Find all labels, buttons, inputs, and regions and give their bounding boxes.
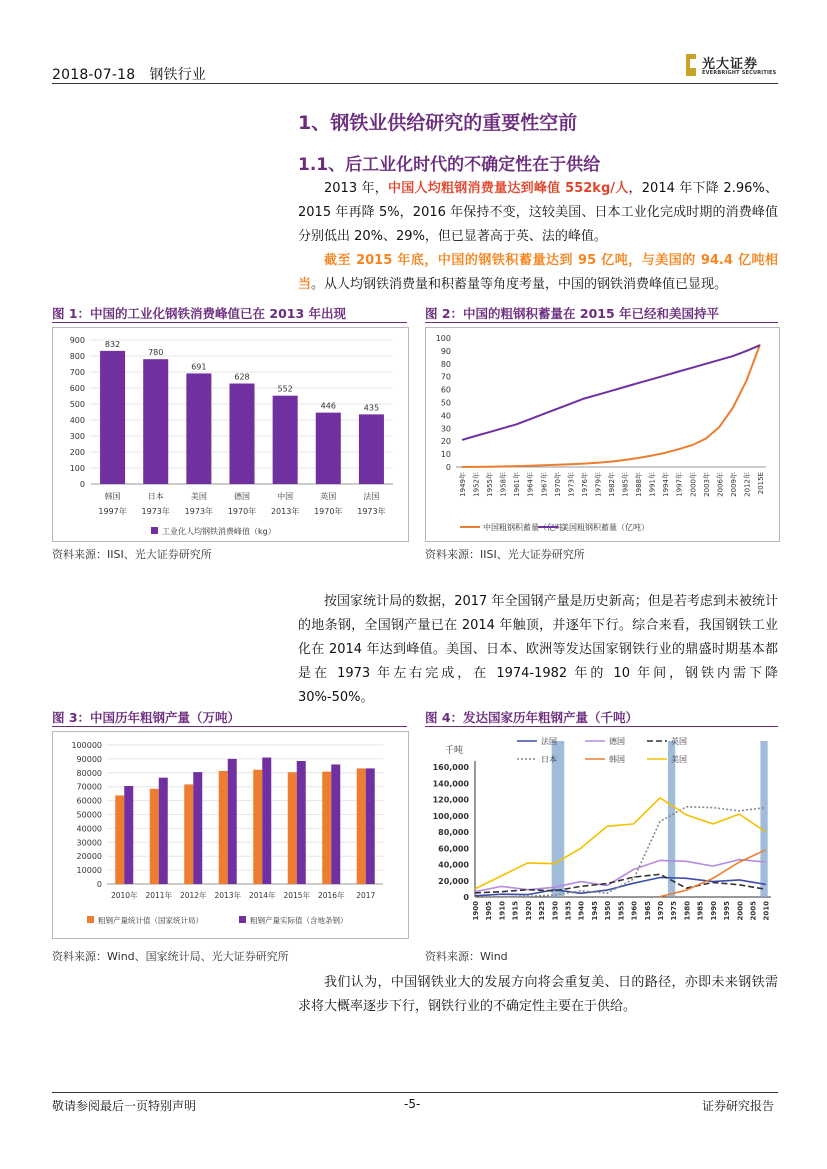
fig1-x-tick-year: 1970年 [314,507,343,516]
fig2-x-tick: 2000年 [689,472,698,497]
p1-lead: 2013 年， [324,181,388,196]
fig2-source: 资料来源：IISI、光大证券研究所 [425,548,585,561]
fig1-chart-box [52,327,409,542]
fig4-chart-box [425,731,778,941]
fig2-y-tick: 70 [440,372,451,382]
fig2-y-tick: 90 [440,346,451,356]
footer-disclaimer: 敬请参阅最后一页特别声明 [52,1099,197,1113]
fig3-y-tick: 20000 [76,852,102,862]
fig4-x-tick: 1980 [683,901,692,921]
fig2-x-tick: 1979年 [594,472,603,497]
fig4-x-tick: 1905 [485,901,494,921]
fig1-y-tick: 200 [69,448,85,457]
fig2-y-tick: 100 [435,334,451,343]
fig4-y-tick: 100,000 [432,811,469,821]
fig4-y-tick: 0 [463,893,469,902]
fig4-legend-label: 美国 [671,755,687,764]
fig1-x-tick: 韩国 [104,492,121,501]
fig4-line-韩国 [660,850,766,897]
fig4-x-tick: 1950 [604,901,613,921]
fig1-x-tick: 中国 [277,492,294,501]
fig2-y-tick: 40 [440,411,451,421]
fig1-bar [229,384,254,484]
fig3-bar-actual [331,764,340,884]
fig1-x-tick-year: 1973年 [184,507,214,516]
fig3-bar-stat [115,795,124,884]
fig3-bar-actual [124,786,133,884]
fig2-x-tick: 1949年 [459,472,467,497]
fig1-source: 资料来源：IISI、光大证券研究所 [52,548,212,561]
section-heading: 1、钢铁业供给研究的重要性空前 [298,112,578,134]
fig4-crisis-band [760,741,767,897]
fig4-legend-label: 韩国 [609,755,625,764]
fig2-y-tick: 60 [440,385,451,395]
header-rule [52,83,778,84]
fig4-legend-label: 英国 [671,737,687,746]
fig2-title: 图 2：中国的粗钢积蓄量在 2015 年已经和美国持平 [425,306,720,321]
fig2-line-china [462,345,760,468]
fig1-title: 图 1：中国的工业化钢铁消费峰值已在 2013 年出现 [52,306,347,321]
fig2-x-tick: 1994年 [662,472,671,497]
fig3-source: 资料来源：Wind、国家统计局、光大证券研究所 [52,950,289,963]
fig2-rule [425,322,778,323]
fig3-legend-swatch [239,916,246,923]
fig2-y-tick: 30 [440,424,451,434]
fig3-y-tick: 10000 [76,866,102,876]
p2-highlight: 截至 2015 年底，中国的钢铁积蓄量达到 95 亿吨，与美国的 94.4 亿吨相当 [298,253,778,292]
fig1-y-tick: 800 [69,352,85,361]
fig3-chart [53,732,408,938]
fig3-y-tick: 40000 [76,824,102,834]
footer-rule [52,1092,778,1093]
paragraph-4: 我们认为，中国钢铁业大的发展方向将会重复美、日的路径，亦即未来钢铁需求将大概率逐步下行，钢铁行业的不确定性主要在于供给。 [298,975,778,1014]
fig3-bar-actual [366,768,375,884]
fig4-x-tick: 2005 [749,901,758,921]
subsection-heading: 1.1、后工业化时代的不确定性在于供给 [298,155,601,175]
fig1-legend-label: 工业化人均钢铁消费峰值（kg） [162,527,276,536]
fig4-x-tick: 1945 [590,901,599,921]
fig3-x-tick: 2012年 [179,891,207,900]
fig4-x-tick: 1975 [670,901,679,921]
fig1-x-tick: 德国 [234,492,250,501]
fig3-x-tick: 2013年 [214,891,242,900]
fig3-title: 图 3：中国历年粗钢产量（万吨） [52,710,241,725]
fig2-x-tick: 2012年 [743,472,752,497]
fig1-data-label: 628 [234,372,250,382]
fig1-data-label: 435 [363,403,380,413]
fig4-x-tick: 2000 [736,901,745,921]
report-date-industry [52,64,206,84]
fig1-x-tick-year: 1973年 [141,507,170,516]
fig1-bar [100,351,125,484]
p1-rest: ，2014 年下降 2.96%、2015 年再降 5%，2016 年保持不变，这较美国、日本工业化完成时期的消费峰值分别低出 20%、29%，但已显著高于英、法的峰值。 [298,181,778,244]
fig1-bar [359,414,384,484]
fig3-x-tick: 2014年 [248,891,276,900]
fig4-x-tick: 1985 [696,901,705,921]
paragraph-3: 按国家统计局的数据，2017 年全国钢产量是历史新高；但是若考虑到未被统计的地条钢，全国钢产量已在 2014 年触顶，并逐年下行。综合来看，我国钢铁工业化在 2014 年达到峰值。美国、日本、欧洲等发达国家钢铁行业的鼎盛时期基本都是在 1973 年左右完成，在 1974-1982 年的 10 年间，钢铁内需下降 30%-50%。 [298,594,778,705]
fig3-x-tick: 2011年 [145,891,173,900]
fig4-y-tick: 140,000 [432,779,469,789]
fig2-y-tick: 0 [445,463,451,472]
fig4-y-tick: 80,000 [438,828,469,837]
fig2-x-tick: 2003年 [702,472,711,497]
fig1-data-label: 780 [148,348,164,358]
fig2-x-tick: 1991年 [648,472,657,497]
fig3-legend-label: 粗钢产量实际值（含地条钢） [250,916,348,925]
fig3-y-tick: 90000 [76,754,102,764]
paragraph-2 [298,249,778,297]
fig4-y-tick: 160,000 [432,763,469,772]
fig2-x-tick: 2006年 [716,472,725,497]
fig3-y-tick: 70000 [76,782,102,792]
fig4-x-tick: 1955 [617,901,626,921]
fig1-x-tick: 法国 [363,492,380,501]
p2-rest: 。从人均钢铁消费量和积蓄量等角度考量，中国的钢铁消费峰值已显现。 [311,277,728,292]
fig4-chart [425,731,778,941]
fig1-bar [273,396,298,484]
fig3-bar-actual [262,758,271,884]
fig1-x-tick-year: 1973年 [357,507,386,516]
fig2-legend-label: 中国粗钢积蓄量（亿吨） [483,523,571,532]
fig1-x-tick-year: 1997年 [98,507,127,516]
fig3-bar-stat [322,772,331,884]
fig1-y-tick: 100 [69,464,85,473]
fig4-y-tick: 120,000 [432,795,469,805]
fig1-x-tick: 美国 [190,492,207,501]
fig4-x-tick: 1935 [564,901,573,921]
fig2-x-tick: 1964年 [526,472,535,497]
fig2-y-tick: 80 [440,359,451,369]
fig4-x-tick: 1925 [538,901,547,921]
report-date: 2018-07-18 [52,67,136,83]
fig4-x-tick: 1965 [643,901,652,921]
fig3-y-tick: 60000 [76,796,102,806]
fig3-bar-stat [150,789,159,884]
fig3-y-tick: 0 [96,880,102,889]
fig1-y-tick: 400 [69,416,85,425]
fig3-x-tick: 2015年 [283,891,311,900]
fig1-bar [186,373,211,484]
fig2-x-tick: 1967年 [540,472,549,497]
fig4-x-tick: 1915 [511,901,520,921]
fig4-y-tick: 40,000 [438,860,469,870]
fig2-x-tick: 1976年 [580,472,589,497]
fig3-bar-stat [184,784,193,884]
fig2-x-tick: 1982年 [608,472,616,497]
fig2-chart [426,328,779,541]
fig3-bar-actual [297,761,306,884]
fig4-legend-label: 法国 [541,737,557,746]
fig3-bar-actual [159,778,168,884]
fig2-x-tick: 1988年 [635,472,644,497]
fig1-y-tick: 700 [69,368,85,377]
fig4-x-tick: 1900 [472,901,480,921]
industry-label: 钢铁行业 [149,67,207,83]
fig2-x-tick: 1970年 [553,472,562,497]
fig2-line-us [462,345,760,440]
fig4-x-tick: 1940 [577,901,586,921]
fig1-legend-swatch [151,527,158,534]
fig1-chart [53,328,408,541]
fig3-x-tick: 2010年 [110,891,138,900]
fig3-bar-stat [288,772,297,884]
fig3-legend-swatch [87,916,94,923]
fig4-x-tick: 1930 [551,901,560,921]
fig2-chart-box [425,327,780,542]
fig1-data-label: 691 [191,362,207,372]
fig2-y-tick: 10 [440,450,451,460]
fig2-x-tick: 1961年 [513,472,522,497]
fig2-legend-label: 美国粗钢积蓄量（亿吨） [561,523,649,532]
fig4-x-tick: 1920 [524,901,533,921]
fig2-x-tick: 1973年 [567,472,576,497]
fig4-x-tick: 1990 [709,901,718,921]
fig3-x-tick: 2017 [356,891,376,900]
fig3-legend-label: 粗钢产量统计值（国家统计局） [98,916,203,925]
fig1-x-tick: 日本 [147,492,164,501]
fig4-title: 图 4：发达国家历年粗钢产量（千吨） [425,710,639,725]
fig3-bar-stat [219,771,228,884]
fig4-crisis-band [552,741,565,897]
fig3-x-tick: 2016年 [317,891,345,900]
fig3-bar-stat [357,768,366,884]
fig3-y-tick: 80000 [76,768,102,778]
fig4-x-tick: 1995 [723,901,732,921]
fig1-y-tick: 300 [69,432,85,441]
everbright-logo [686,54,778,80]
fig1-data-label: 832 [104,339,121,349]
fig2-x-tick: 1952年 [472,472,481,497]
fig1-bar [316,413,341,484]
fig1-y-tick: 0 [79,480,85,489]
fig3-rule [52,726,407,727]
fig2-x-tick: 1955年 [486,472,495,497]
fig1-y-tick: 900 [69,336,85,345]
page-number: -5- [404,1097,421,1111]
fig4-x-tick: 1970 [657,901,665,921]
logo-mark-icon [686,54,696,76]
fig1-x-tick-year: 1970年 [227,507,257,516]
p1-highlight: 中国人均粗钢消费量达到峰值 552kg/人 [388,181,629,196]
footer-report-type: 证券研究报告 [702,1099,775,1113]
fig4-x-tick: 1910 [498,901,507,921]
fig1-y-tick: 500 [69,400,85,409]
logo-en-text: EVERBRIGHT SECURITIES [702,70,777,76]
fig3-chart-box [52,731,409,939]
fig3-bar-actual [228,759,237,884]
fig3-bar-stat [253,770,262,884]
fig2-y-tick: 20 [440,437,451,447]
fig4-line-美国 [475,798,766,889]
fig2-x-tick: 1985年 [621,472,630,497]
logo-cn-text: 光大证券 [702,57,759,72]
fig4-x-tick: 2010 [762,901,771,921]
fig2-x-tick: 2015E [757,472,765,495]
fig4-legend-label: 德国 [609,737,625,746]
fig1-x-tick: 英国 [320,492,337,501]
fig2-x-tick: 2009年 [729,472,738,497]
fig3-bar-actual [193,772,202,884]
fig1-x-tick-year: 2013年 [270,507,300,516]
fig2-x-tick: 1997年 [675,472,684,497]
fig4-x-tick: 1960 [630,901,639,921]
fig3-y-tick: 100000 [71,741,102,750]
fig1-data-label: 446 [320,401,336,411]
fig2-x-tick: 1958年 [499,472,508,497]
fig3-y-tick: 30000 [76,838,102,848]
fig4-y-tick: 20,000 [438,876,469,886]
fig4-y-unit: 千吨 [445,746,464,756]
fig1-data-label: 552 [277,384,293,394]
fig1-rule [52,322,407,323]
fig3-y-tick: 50000 [76,810,102,820]
paragraph-1 [298,177,778,249]
fig4-y-tick: 60,000 [438,844,469,854]
fig2-y-tick: 50 [440,398,451,408]
fig4-source: 资料来源：Wind [425,950,508,963]
fig1-bar [143,359,168,484]
fig4-legend-label: 日本 [541,755,557,764]
fig4-crisis-band [668,741,675,897]
fig4-rule [425,726,778,727]
fig1-y-tick: 600 [69,384,85,393]
